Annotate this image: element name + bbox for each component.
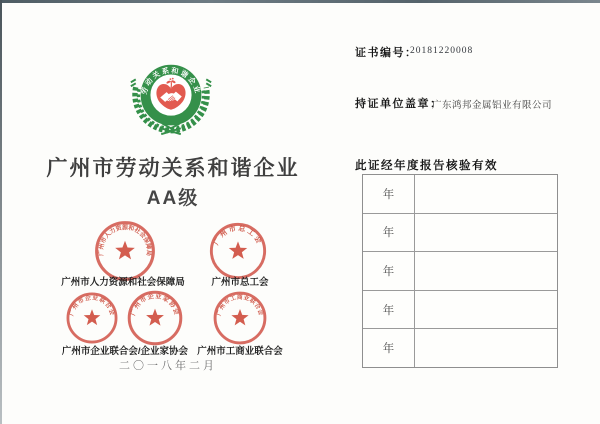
holder-seal-label: 持证单位盖章： (355, 98, 443, 110)
year-cell: 年 (363, 175, 415, 213)
official-seal-entrepreneurs-association-icon (125, 288, 185, 348)
issue-date: 二〇一八年二月 (119, 360, 217, 372)
verification-blank-cell (415, 291, 557, 329)
svg-text:广州市工商业联合会: 广州市工商业联合会 (216, 294, 264, 317)
seal-label-hrss: 广州市人力资源和社会保障局 (61, 277, 185, 288)
holder-company-name: 广东鸿邦金属铝业有限公司 (432, 100, 553, 111)
seal-label-enterprise-federation: 广州市企业联合会/企业家协会 (61, 346, 189, 357)
verification-blank-cell (415, 329, 557, 367)
svg-text:广州市总工会: 广州市总工会 (213, 225, 263, 247)
official-seal-industry-commerce-icon (211, 289, 269, 347)
seal-label-trade-union: 广州市总工会 (211, 277, 269, 288)
year-cell: 年 (363, 214, 415, 252)
svg-text:广州市企业联合会: 广州市企业联合会 (69, 295, 115, 317)
emblem-ring-text: 劳动关系和谐企业 (139, 65, 203, 96)
certificate-number-label: 证书编号： (355, 47, 418, 59)
year-cell: 年 (363, 329, 415, 367)
harmony-emblem-icon (125, 50, 217, 144)
official-seal-enterprise-federation-icon (64, 290, 120, 346)
table-row (363, 214, 557, 253)
verification-note: 此证经年度报告核验有效 (355, 160, 498, 172)
seal-label-industry-commerce: 广州市工商业联合会 (197, 346, 283, 357)
year-cell: 年 (363, 252, 415, 290)
svg-text:广州市企业家协会: 广州市企业家协会 (129, 292, 181, 317)
page-top-edge (0, 0, 600, 3)
table-row (363, 291, 557, 330)
certificate-number-value: 20181220008 (410, 46, 474, 56)
verification-blank-cell (415, 252, 557, 290)
page-left-edge (0, 0, 2, 424)
table-row (363, 175, 557, 214)
verification-blank-cell (415, 214, 557, 252)
verification-blank-cell (415, 175, 557, 213)
table-row (363, 252, 557, 291)
grade-label: AA级 (146, 188, 200, 209)
year-cell: 年 (363, 291, 415, 329)
certificate-title: 广州市劳动关系和谐企业 (46, 157, 300, 180)
table-row (363, 329, 557, 367)
annual-verification-table (362, 174, 558, 368)
svg-text:广州市人力资源和社会保障局: 广州市人力资源和社会保障局 (98, 225, 152, 257)
official-seal-trade-union-icon (207, 220, 269, 282)
